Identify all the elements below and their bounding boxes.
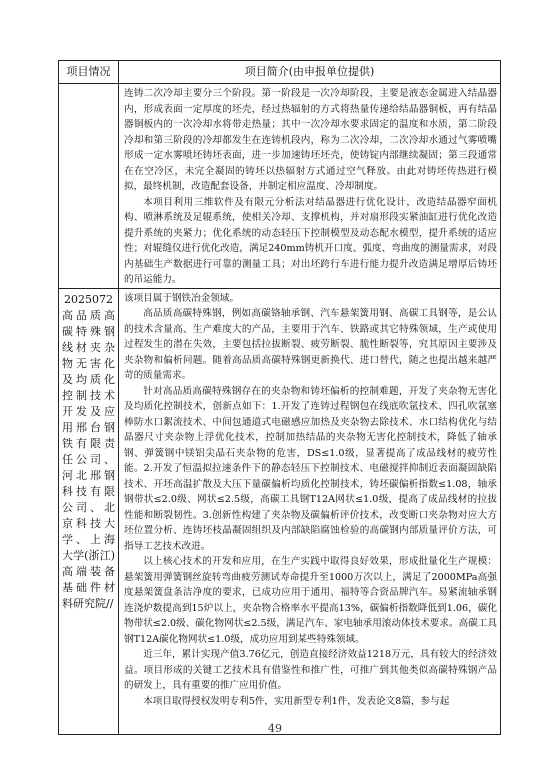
table-row [59, 288, 501, 734]
row1-left-cell [59, 84, 119, 289]
paragraph: 近三年，累计实现产值3.76亿元，创造直接经济效益1218万元，具有较大的经济效益。项目形成的关键工艺技术具有借鉴性和推广性，可推广到其他类似高碳特殊钢产品的研发上，具有重要的推广应用价值。 [124, 649, 497, 691]
table-header-row [59, 61, 501, 84]
project-table [58, 60, 501, 735]
paragraph: 本项目利用三维软件及有限元分析法对结晶器进行优化设计，改造结晶器窄面机构、喷淋系统及足辊系统，使相关冷却、支撑机构，并对扇形段实紧油缸进行优化改造提升系统的夹紧力；优化系统的动态轻压下控制模型及动态配水模型，提升系统的适应性；对辊缝仪进行优化改造，满足240mm铸机开口度、弧度、弯曲度的测量需求，对段内基础生产数据进行可靠的测量工具；对出坯跨行车进行能力提升改造满足增厚后铸坯的吊运能力。 [124, 196, 497, 285]
paragraph: 高品质高碳特殊钢，例如高碳铬轴承钢、汽车悬架簧用钢、高碳工具钢等，是公认的技术含量高、生产难度大的产品，主要用于汽车、铁路或其它特殊领域，生产或使用过程发生的潜在失效，主要包括拉拔断裂、疲劳断裂、脆性断裂等，究其原因主要涉及夹杂物和偏析问题。随着高品质高碳特殊钢更新换代、进口替代，随之也提出越来越严苛的质量需求。 [124, 308, 497, 381]
row2-summary-cell [119, 288, 501, 734]
header-project-summary: 项目简介(由申报单位提供) [119, 61, 501, 84]
paragraph: 针对高品质高碳特殊钢存在的夹杂物和铸坯偏析的控制难题，开发了夹杂物无害化及均质化控制技术，创新点如下：1.开发了连铸过程钢包在线底吹氩技术、四孔吹氩塞棒防水口絮流技术、中间包通道式电磁感应加热及夹杂物去除技术、水口结构优化与结晶器尺寸夹杂物上浮优化技术，控制加热结晶的夹杂物无害化控制技术，降低了轴承钢、弹簧钢中镁铝尖晶石夹杂物的危害，DS≤1.0级，显著提高了成品线材的疲劳性能。2.开发了恒温拟拉速条件下的静态轻压下控制技术、电磁搅拌抑制近表面凝固缺陷技术、开坯高温扩散及大压下量碳偏析均质化控制技术，铸坯碳偏析指数≤1.08，轴承钢带状≤2.0级、网状≤2.5级，高碳工具钢T12A网状≤1.0级，提高了成品线材的拉拔性能和断裂韧性。3.创新性构建了夹杂物及碳偏析评价技术，改变断口夹杂物对应大方坯位置分析、连铸坯枝晶凝固组织及内部缺陷腐蚀检验的高碳钢内部质量评价方法，可指导工艺技术改进。 [124, 385, 497, 552]
header-project-status: 项目情况 [59, 61, 119, 84]
project-title-and-units: 高品质高碳特殊钢线材夹杂物无害化及均质化控制技术开发及应用邢台钢铁有限责任公司、河北邢钢科技有限公司、北京科技大学、上海大学(浙江)高端装备基础件材料研究院// [62, 308, 115, 610]
table-row [59, 84, 501, 289]
row2-left-cell [59, 288, 119, 734]
row1-summary-cell [119, 84, 501, 289]
paragraph: 连铸二次冷却主要分三个阶段。第一阶段是一次冷却阶段，主要是液态金属进入结晶器内，形成表面一定厚度的坯壳，经过热辐射的方式将热量传递给结晶器铜板，再有结晶器铜板内的一次冷却水将带走热量；其中一次冷却水要求固定的温度和水质，第二阶段冷却和第三阶段的冷却都发生在连铸机段内，称为二次冷却，二次冷却水通过气雾喷嘴形成一定水雾喷坯铸坯表面，进一步加速铸坯坯壳，使铸锭内部继续凝固；第三段通常在在空冷区，未完全凝固的铸坯以热辐射方式通过空气释放。由此对铸坯传热进行模拟，最终机制，改造配套设备，并制定相应温度、冷却制度。 [124, 88, 497, 192]
project-code: 2025072 [64, 292, 113, 306]
paragraph: 该项目属于钢铁冶金领域。 [124, 292, 240, 304]
paragraph: 以上核心技术的开发和应用，在生产实践中取得良好效果，形成批量化生产规模：悬架簧用弹簧钢丝旋转弯曲疲劳测试寿命提升至1000万次以上，满足了2000MPa高强度悬架簧盘条洁净度的要求，已成功应用于通用、福特等合资品牌汽车。易紧流轴承钢连浇炉数提高到15炉以上，夹杂物合格率水平提高13%，碳偏析指数降低到1.06，碳化物带状≤2.0级、碳化物网状≤2.5级，满足汽车、家电轴承用滚动体技术要求。高碳工具钢T12A碳化物网状≤1.0级，成功应用到某些特殊领域。 [124, 556, 497, 645]
page-number: 49 [268, 722, 282, 735]
paragraph: 本项目取得授权发明专利5件，实用新型专利1件，发表论文8篇，参与起 [143, 695, 450, 707]
document-page [58, 60, 500, 735]
